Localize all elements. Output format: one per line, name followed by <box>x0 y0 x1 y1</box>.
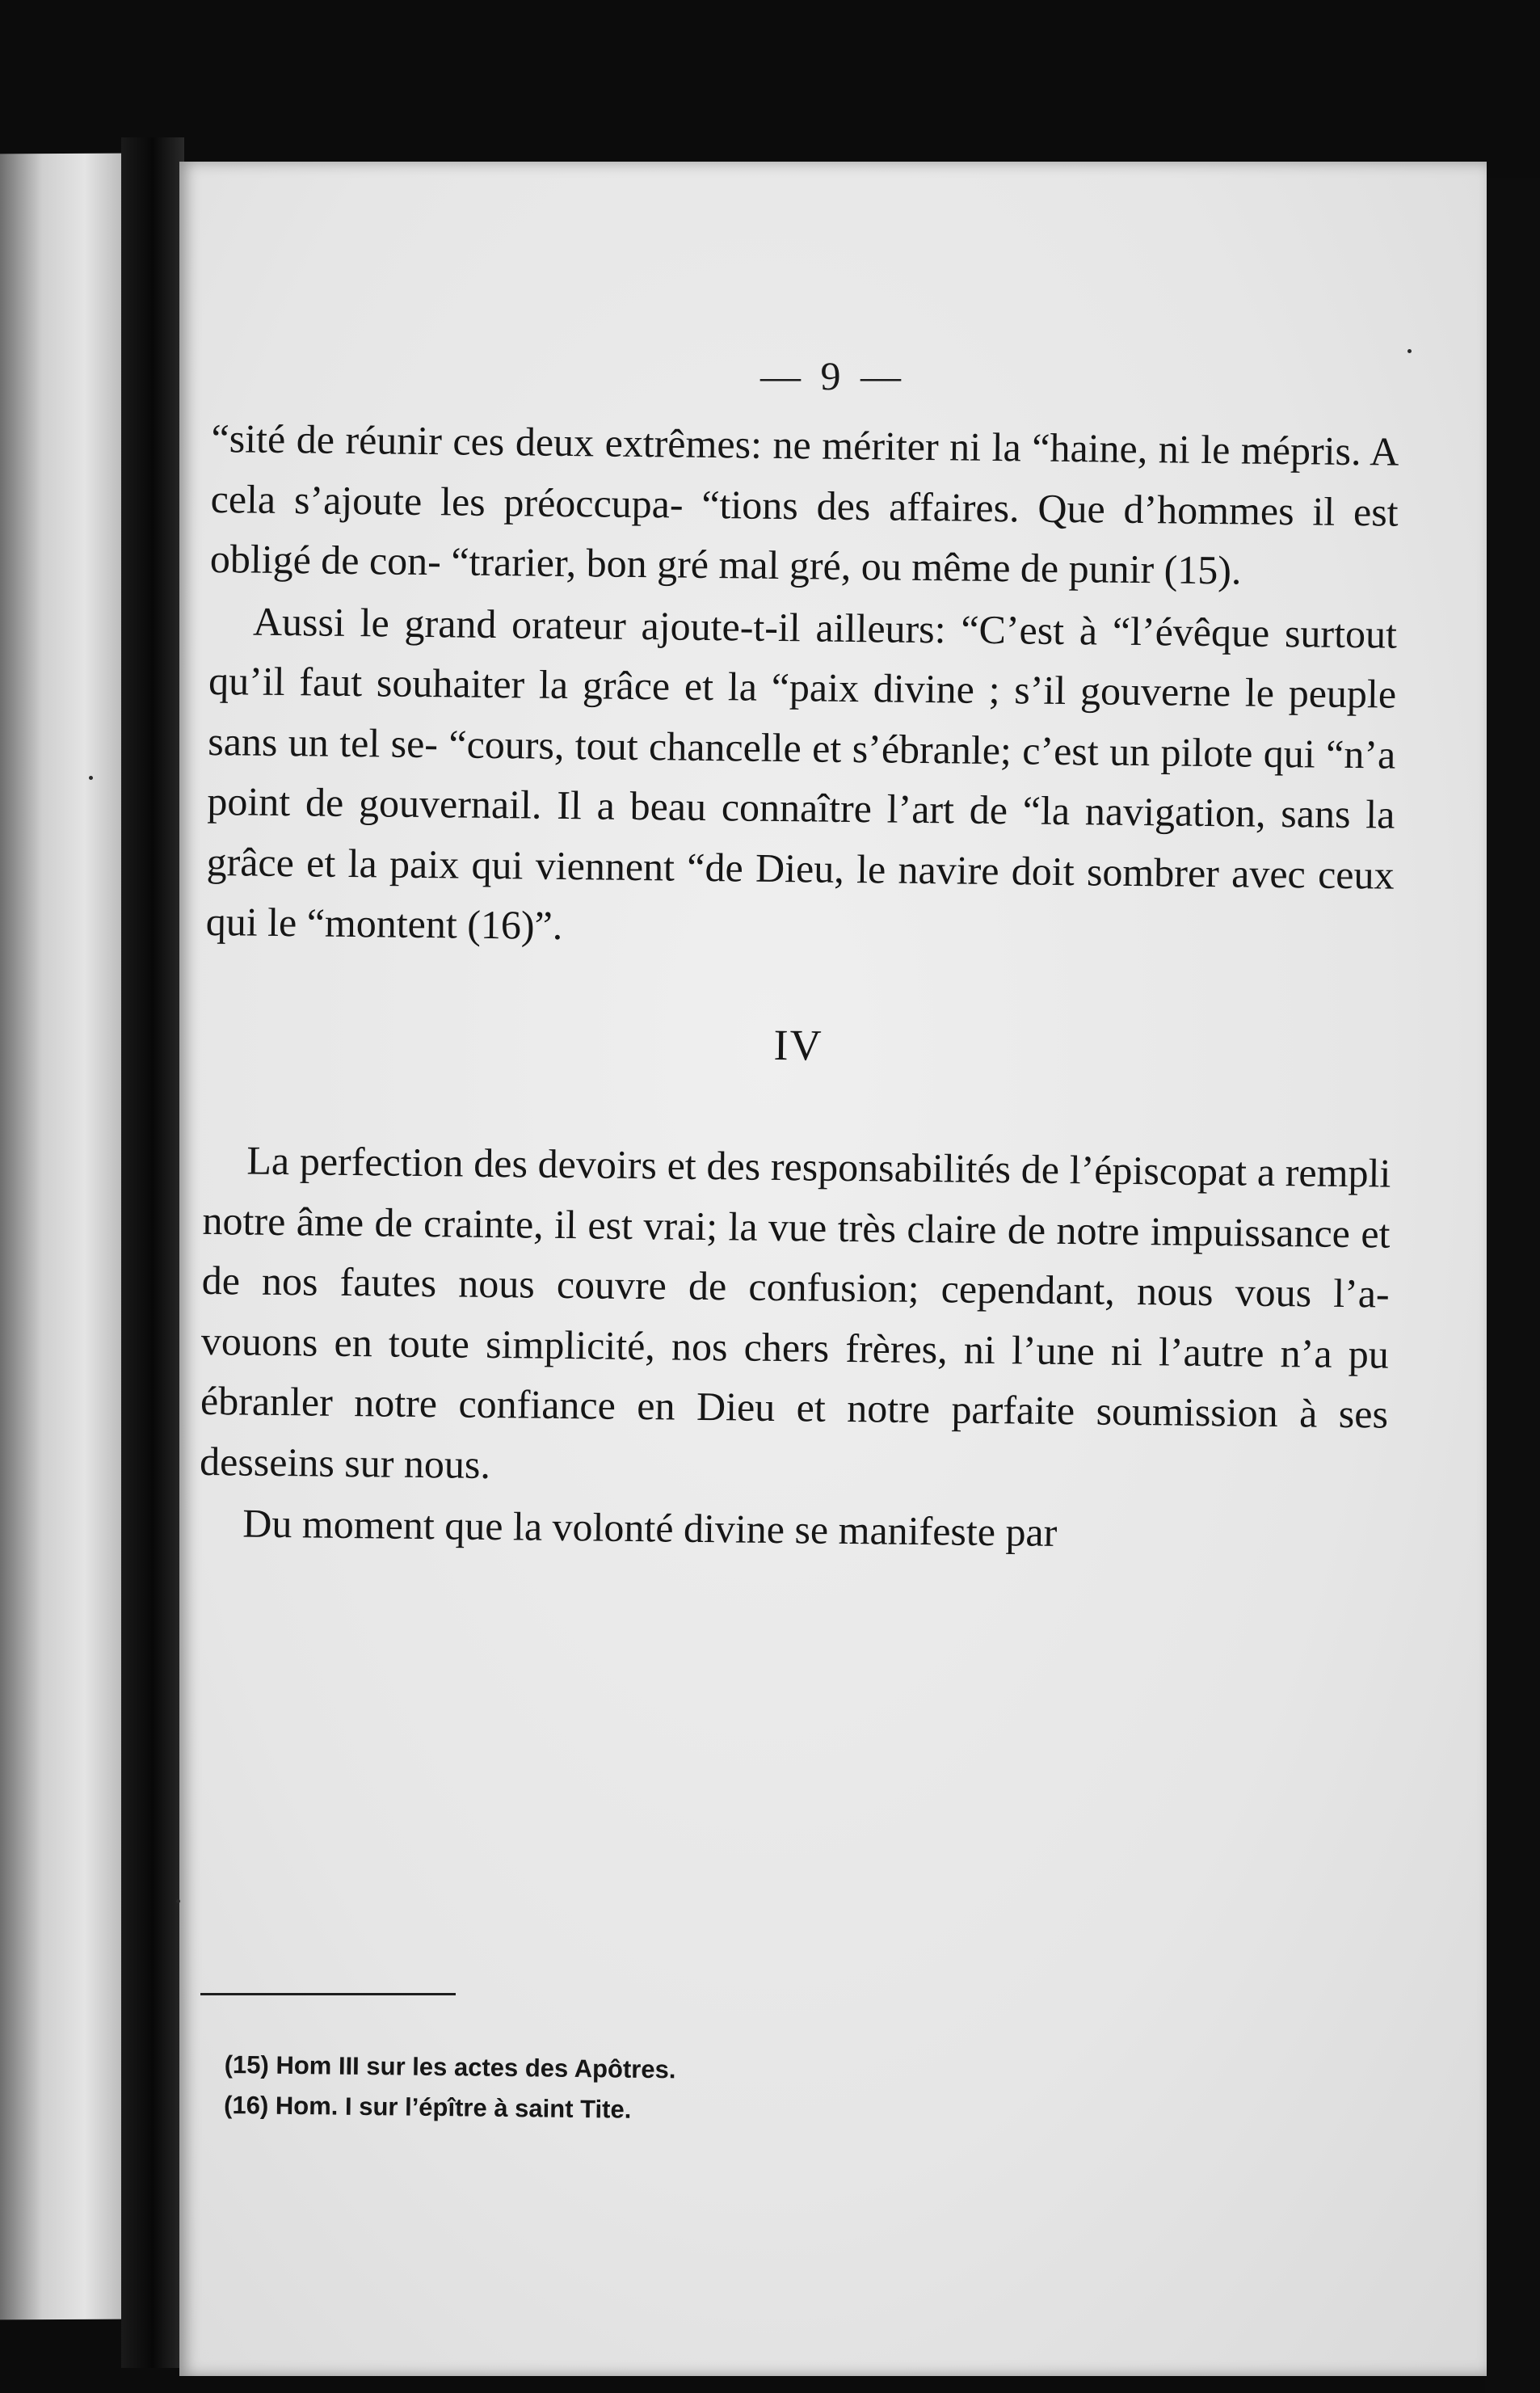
book-gutter <box>121 137 184 2368</box>
paragraph-quote: Aussi le grand orateur ajoute-t-il ailleurs: “C’est à “l’évêque surtout qu’il faut souhaiter la grâce et la “paix divine ; s’il gouverne le peuple sans un tel se- “cours, tout chancelle et s’ébranle; c’est un pilote qui “n’a point de gouvernail. Il a beau connaître l’art de “la navigation, sans la grâce et la paix qui viennent “de Dieu, le navire doit sombrer avec ceux qui le “montent (16)”. <box>205 598 1398 948</box>
page-number: — 9 — <box>760 353 906 398</box>
footnotes <box>224 2045 1194 2137</box>
footnote-divider <box>200 1993 456 1995</box>
paragraph-episcopat: La perfection des devoirs et des responsabilités de l’épiscopat a rempli notre âme de crainte, il est vrai; la vue très claire de notre impuissance et de nos fautes nous couvre de confusion; cependant, nous vous l’a- vouons en toute simplicité, nos chers frères, ni l’une ni l’autre n’a pu ébranler notre confiance en Dieu et notre parfaite soumission à ses desseins sur nous. <box>199 1137 1391 1487</box>
speck <box>176 1899 180 1903</box>
page-body <box>199 408 1399 1566</box>
facing-page-edge <box>0 154 121 2320</box>
speck <box>1407 349 1412 353</box>
scan-border <box>1485 178 1540 2393</box>
footnote-15: (15) Hom III sur les actes des Apôtres. <box>224 2050 676 2084</box>
book-page <box>179 162 1487 2376</box>
speck <box>89 776 93 780</box>
footnote-16: (16) Hom. I sur l’épître à saint Tite. <box>223 2090 632 2124</box>
paragraph-volonte: Du moment que la volonté divine se manifeste par <box>242 1500 1058 1555</box>
section-heading: IV <box>773 1020 823 1070</box>
paragraph-continuation: “sité de réunir ces deux extrêmes: ne mériter ni la “haine, ni le mépris. A cela s’ajoute les préoccupa- “tions des affaires. Que d’hommes il est obligé de con- “trarier, bon gré mal gré, ou même de punir (15). <box>209 415 1399 593</box>
